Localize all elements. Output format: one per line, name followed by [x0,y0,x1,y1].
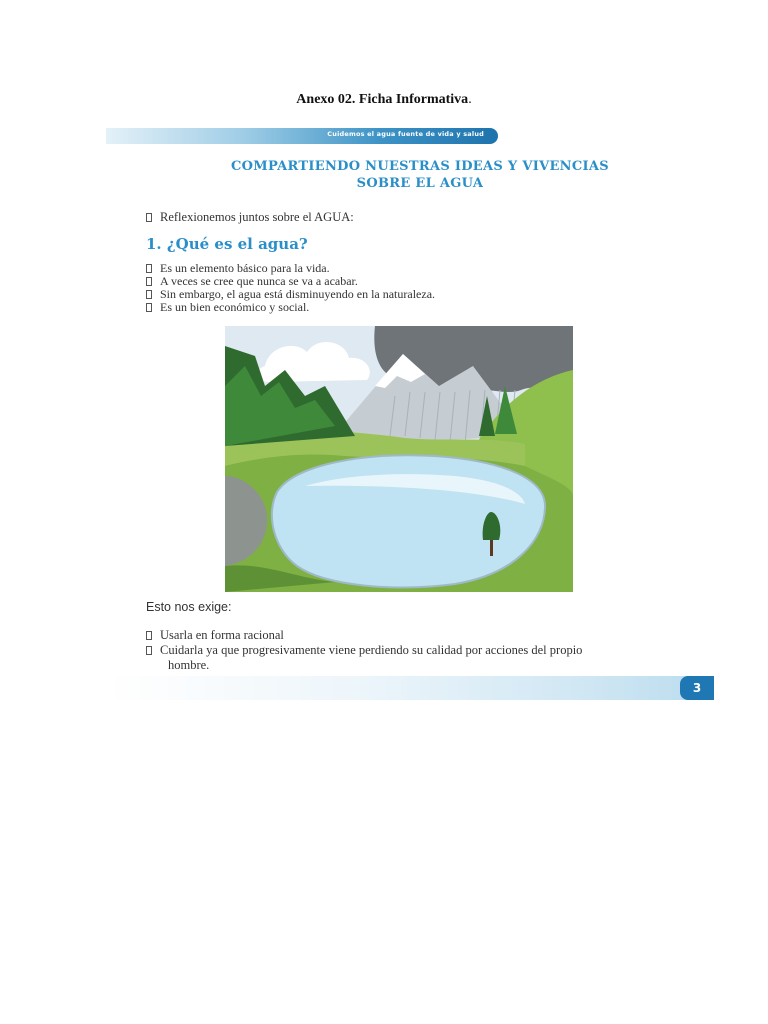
list-item-text: A veces se cree que nunca se va a acabar. [160,274,358,288]
footer-bar [106,676,714,700]
section-heading: 1. ¿Qué es el agua? [146,235,308,253]
bullet-box-icon [146,631,152,640]
document-title-text: Anexo 02. Ficha Informativa [296,92,469,107]
main-heading-line1: COMPARTIENDO NUESTRAS IDEAS Y VIVENCIAS [231,159,609,174]
list-item-continuation: hombre. [168,658,210,672]
bullet-box-icon [146,303,152,312]
list-item-text: Es un elemento básico para la vida. [160,261,330,275]
conclusion-list [146,628,706,673]
document-title-period: . [468,92,472,107]
bullet-box-icon [146,264,152,273]
intro-text: Reflexionemos juntos sobre el AGUA: [160,210,354,224]
definition-list [146,262,435,314]
main-heading-line2: SOBRE EL AGUA [356,176,484,191]
list-item [146,643,706,658]
page-number: 3 [680,676,714,700]
bullet-box-icon [146,646,152,655]
main-heading [190,158,650,192]
list-item [146,628,706,643]
lake-illustration [225,326,573,592]
top-banner [106,128,498,144]
intro-line [146,210,354,225]
list-item [146,301,435,314]
bullet-box-icon [146,290,152,299]
list-item-text: Sin embargo, el agua está disminuyendo en la naturaleza. [160,287,436,301]
banner-text: Cuidemos el agua fuente de vida y salud [327,130,484,138]
bullet-box-icon [146,277,152,286]
list-item-text: Cuidarla ya que progresivamente viene perdiendo su calidad por acciones del propio [160,643,583,657]
bullet-box-icon [146,213,152,222]
document-title [0,92,768,108]
list-item-text: Es un bien económico y social. [160,300,310,314]
list-item-text: Usarla en forma racional [160,628,284,642]
conclusion-lead: Esto nos exige: [146,600,232,614]
